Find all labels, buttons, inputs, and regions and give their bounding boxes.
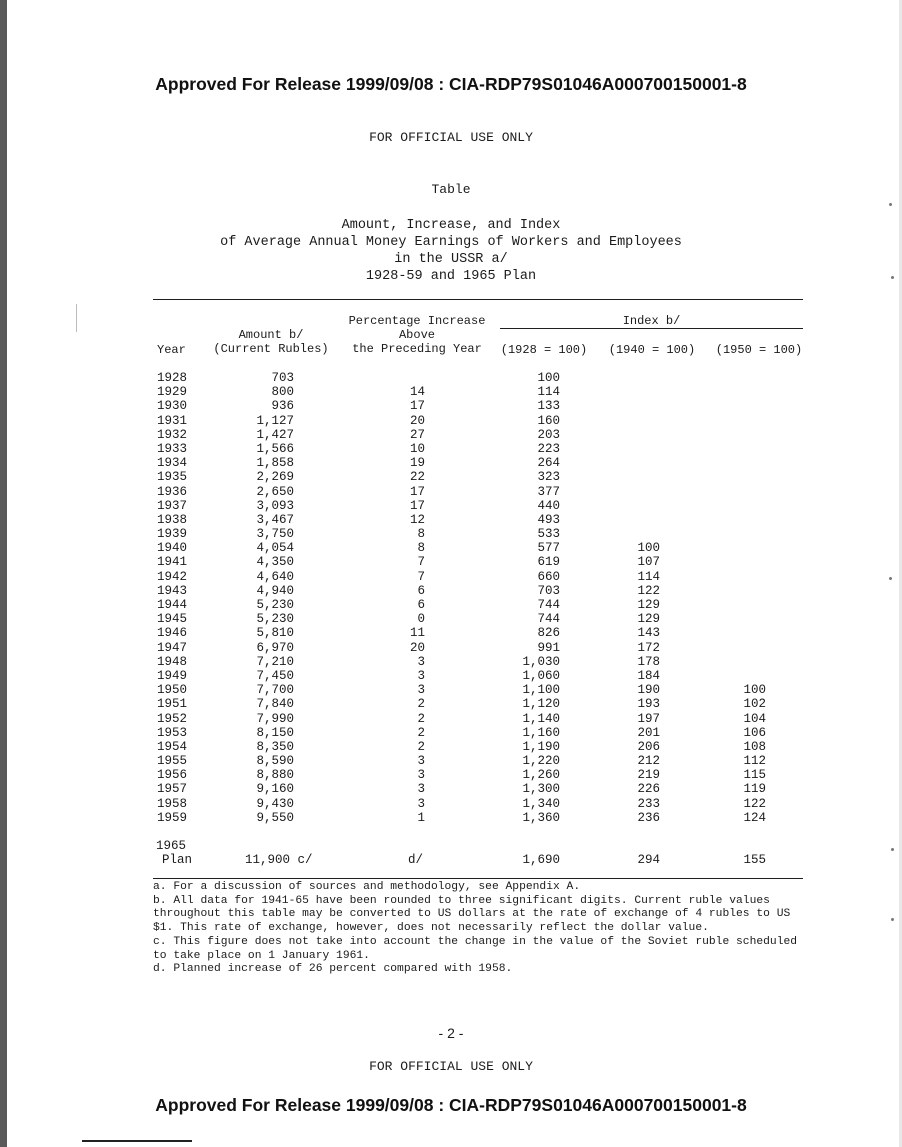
cell: 1950 (157, 683, 188, 698)
cell: 2,650 (256, 484, 294, 499)
cell: 1932 (157, 427, 188, 442)
scan-left-edge (0, 0, 7, 1147)
cell (720, 456, 766, 470)
cell: 7,450 (256, 668, 294, 683)
cell: 193 (637, 697, 660, 712)
cell: 133 (537, 399, 560, 414)
header-amount-line: (Current Rubles) (213, 342, 329, 356)
cell: 3 (417, 654, 425, 669)
cell: 197 (637, 711, 660, 726)
cell: 219 (637, 768, 660, 783)
cell (720, 414, 766, 428)
cell: 7,700 (256, 683, 294, 698)
cell: 1,220 (522, 754, 560, 769)
cell: 100 (743, 683, 766, 698)
cell: 1,030 (522, 654, 560, 669)
cell: 184 (637, 668, 660, 683)
cell: 203 (537, 427, 560, 442)
cell: 1933 (157, 441, 188, 456)
cell (608, 414, 660, 428)
col-index-1950 (720, 371, 766, 825)
table-top-rule (153, 299, 803, 300)
footnote-b: b. All data for 1941-65 have been rounded to three significant digits. Current ruble values throughout this table may be converted to US dollars at the rate of exchange of 4 rubles to US $1. This rate of exchange, however, does not necessarily reflect the dollar value. (153, 894, 791, 935)
header-pct-line: the Preceding Year (352, 342, 482, 356)
cell: 201 (637, 725, 660, 740)
cell: 1,260 (522, 768, 560, 783)
cell: 17 (409, 484, 425, 499)
header-index-group: Index b/ (622, 314, 681, 328)
cell: 744 (537, 598, 560, 612)
cell: 114 (537, 385, 560, 400)
cell: 124 (743, 810, 766, 825)
cell: 1,060 (522, 668, 560, 683)
cell: 1,360 (522, 810, 560, 825)
page-number: - 2 - (438, 1025, 464, 1041)
cell: 4,054 (256, 541, 294, 556)
cell: 129 (637, 612, 660, 627)
cell: 106 (743, 725, 766, 740)
scan-mark (82, 1140, 192, 1142)
cell: 1,160 (522, 725, 560, 740)
cell: 2 (417, 711, 425, 726)
table-bottom-rule (153, 878, 803, 879)
header-amount-line: Amount b/ (238, 328, 304, 342)
cell: 8 (417, 527, 425, 542)
title-line: 1928-59 and 1965 Plan (365, 269, 537, 284)
cell: 3,750 (256, 527, 294, 542)
cell: 8,150 (256, 725, 294, 740)
cell (720, 527, 766, 541)
cell: 1928 (157, 371, 188, 385)
cell: 20 (409, 413, 425, 428)
cell: 19 (409, 456, 425, 471)
title-line: of Average Annual Money Earnings of Workers and Employees (220, 235, 682, 250)
col-year (157, 371, 187, 825)
header-index-1928: (1928 = 100) (500, 343, 588, 357)
cell: 172 (637, 640, 660, 655)
cell: 11 (409, 626, 425, 641)
cell: 1938 (157, 512, 188, 527)
cell: 1949 (157, 668, 188, 683)
cell: 703 (271, 371, 294, 385)
cell: 991 (537, 640, 560, 655)
cell: 377 (537, 484, 560, 499)
cell: 3 (417, 754, 425, 769)
cell: 1958 (157, 796, 188, 811)
cell: 1942 (157, 569, 188, 584)
cell: 7 (417, 555, 425, 570)
cell: 9,160 (256, 782, 294, 797)
cell (720, 442, 766, 456)
cell: 100 (537, 371, 560, 385)
cell: 1956 (157, 768, 188, 783)
cell: 1,858 (256, 456, 294, 471)
cell (608, 485, 660, 499)
cell (608, 470, 660, 484)
col-amount (214, 371, 294, 825)
plan-year-line: Plan (162, 853, 193, 868)
cell: 107 (637, 555, 660, 570)
cell (720, 513, 766, 527)
cell: 1952 (157, 711, 188, 726)
col-index-1928 (500, 371, 560, 825)
cell: 3,467 (256, 512, 294, 527)
header-amount (212, 328, 330, 356)
cell (720, 428, 766, 442)
cell: 119 (743, 782, 766, 797)
cell: 577 (537, 541, 560, 556)
cell: 8,880 (256, 768, 294, 783)
plan-amount: 11,900 c/ (245, 853, 313, 867)
cell: 1941 (157, 555, 188, 570)
cell: 102 (743, 697, 766, 712)
cell: 129 (637, 598, 660, 612)
cell: 233 (637, 796, 660, 811)
cell: 533 (537, 527, 560, 542)
plan-pct: d/ (408, 853, 424, 867)
header-index-1950: (1950 = 100) (715, 343, 803, 357)
cell: 264 (537, 456, 560, 471)
cell (608, 371, 660, 385)
cell: 1951 (157, 697, 188, 712)
cell: 5,230 (256, 598, 294, 612)
cell: 1,340 (522, 796, 560, 811)
cell (385, 371, 425, 385)
cell: 7 (417, 569, 425, 584)
cell: 1,300 (522, 782, 560, 797)
cell: 22 (409, 470, 425, 485)
cell: 104 (743, 711, 766, 726)
cell: 1934 (157, 456, 188, 471)
cell: 226 (637, 782, 660, 797)
cell: 3 (417, 768, 425, 783)
classification-bottom: FOR OFFICIAL USE ONLY (369, 1059, 533, 1074)
cell: 619 (537, 555, 560, 570)
cell: 1,120 (522, 697, 560, 712)
cell: 8,350 (256, 739, 294, 754)
cell: 1,127 (256, 413, 294, 428)
cell: 20 (409, 640, 425, 655)
header-pct-line: Percentage Increase (348, 314, 486, 328)
cell: 440 (537, 498, 560, 513)
scan-speck (891, 918, 894, 921)
cell: 143 (637, 626, 660, 641)
cell: 190 (637, 683, 660, 698)
cell: 112 (743, 754, 766, 769)
cell: 1936 (157, 484, 188, 499)
cell: 2 (417, 697, 425, 712)
cell: 1 (417, 810, 425, 825)
cell (720, 541, 766, 555)
cell (720, 655, 766, 669)
cell: 1,566 (256, 441, 294, 456)
cell (720, 570, 766, 584)
cell: 1,140 (522, 711, 560, 726)
scan-speck (889, 577, 892, 580)
cell: 5,230 (256, 612, 294, 627)
release-header: Approved For Release 1999/09/08 : CIA-RDP79S01046A000700150001-8 (155, 74, 747, 94)
cell (608, 385, 660, 399)
cell: 3 (417, 782, 425, 797)
title-line: Amount, Increase, and Index (341, 218, 561, 233)
cell: 1,100 (522, 683, 560, 698)
cell: 160 (537, 413, 560, 428)
table-label: Table (431, 182, 471, 197)
cell: 1946 (157, 626, 188, 641)
cell (720, 385, 766, 399)
cell: 115 (743, 768, 766, 783)
scan-speck (889, 203, 892, 206)
cell: 212 (637, 754, 660, 769)
cell: 1935 (157, 470, 188, 485)
cell (720, 371, 766, 385)
cell: 4,640 (256, 569, 294, 584)
cell (608, 428, 660, 442)
cell: 6 (417, 583, 425, 598)
cell: 17 (409, 498, 425, 513)
cell: 800 (271, 385, 294, 400)
cell: 323 (537, 470, 560, 485)
cell: 122 (743, 796, 766, 811)
cell: 27 (409, 427, 425, 442)
cell (608, 527, 660, 541)
cell: 1953 (157, 725, 188, 740)
cell: 1940 (157, 541, 188, 556)
cell: 1937 (157, 498, 188, 513)
col-index-1940 (608, 371, 660, 825)
cell (608, 399, 660, 413)
footnote-d: d. Planned increase of 26 percent compared with 1958. (153, 963, 513, 976)
cell: 660 (537, 569, 560, 584)
cell: 1959 (157, 810, 188, 825)
index-group-rule (500, 328, 803, 329)
col-pct (385, 371, 425, 825)
cell: 1948 (157, 654, 188, 669)
cell: 826 (537, 626, 560, 641)
cell: 1929 (157, 385, 188, 400)
cell: 17 (409, 399, 425, 414)
header-pct (347, 314, 487, 356)
cell: 4,350 (256, 555, 294, 570)
classification-top: FOR OFFICIAL USE ONLY (369, 130, 533, 145)
plan-year-line: 1965 (156, 839, 187, 853)
footnote-a: a. For a discussion of sources and methodology, see Appendix A. (153, 881, 581, 893)
cell: 744 (537, 612, 560, 627)
cell (720, 584, 766, 598)
plan-index-1940: 294 (637, 853, 660, 867)
release-footer: Approved For Release 1999/09/08 : CIA-RDP79S01046A000700150001-8 (155, 1095, 747, 1115)
cell: 1931 (157, 413, 188, 428)
cell: 8 (417, 541, 425, 556)
cell: 2 (417, 725, 425, 740)
cell: 108 (743, 739, 766, 754)
cell: 6 (417, 598, 425, 612)
cell (720, 555, 766, 569)
cell (720, 612, 766, 626)
cell: 114 (637, 569, 660, 584)
cell: 2 (417, 739, 425, 754)
cell: 493 (537, 512, 560, 527)
cell: 7,210 (256, 654, 294, 669)
table-title (0, 217, 902, 285)
cell: 1944 (157, 598, 188, 612)
cell: 703 (537, 583, 560, 598)
cell (720, 470, 766, 484)
cell (720, 626, 766, 640)
cell (720, 598, 766, 612)
cell: 936 (271, 399, 294, 414)
cell: 4,940 (256, 583, 294, 598)
cell: 223 (537, 441, 560, 456)
cell: 12 (409, 512, 425, 527)
cell: 236 (637, 810, 660, 825)
plan-year (156, 839, 192, 867)
cell: 0 (417, 612, 425, 627)
cell (608, 442, 660, 456)
cell (608, 499, 660, 513)
cell (720, 485, 766, 499)
cell: 1930 (157, 399, 188, 414)
cell: 6,970 (256, 640, 294, 655)
cell: 8,590 (256, 754, 294, 769)
cell: 100 (637, 541, 660, 556)
cell: 1945 (157, 612, 188, 627)
cell: 1,427 (256, 427, 294, 442)
cell (720, 669, 766, 683)
header-index-1940: (1940 = 100) (608, 343, 696, 357)
cell: 1,190 (522, 739, 560, 754)
scan-speck (891, 848, 894, 851)
header-pct-line: Above (398, 328, 435, 342)
title-line: in the USSR a/ (394, 252, 508, 267)
cell (720, 641, 766, 655)
cell: 3,093 (256, 498, 294, 513)
plan-index-1950: 155 (743, 853, 766, 867)
cell: 206 (637, 739, 660, 754)
footnote-c: c. This figure does not take into account the change in the value of the Soviet ruble scheduled to take place on 1 January 1961. (153, 935, 798, 962)
cell: 1943 (157, 583, 188, 598)
cell: 1955 (157, 754, 188, 769)
cell: 3 (417, 683, 425, 698)
cell: 3 (417, 796, 425, 811)
cell (608, 513, 660, 527)
scan-mark (76, 304, 77, 332)
footnotes (153, 881, 803, 977)
cell: 122 (637, 583, 660, 598)
cell: 1947 (157, 640, 188, 655)
cell: 7,840 (256, 697, 294, 712)
cell: 1939 (157, 527, 188, 542)
cell (720, 399, 766, 413)
cell (720, 499, 766, 513)
header-year: Year (157, 343, 186, 357)
cell: 5,810 (256, 626, 294, 641)
cell (608, 456, 660, 470)
plan-index-1928: 1,690 (522, 853, 560, 867)
cell: 3 (417, 668, 425, 683)
cell: 178 (637, 654, 660, 669)
cell: 9,430 (256, 796, 294, 811)
cell: 1954 (157, 739, 188, 754)
cell: 1957 (157, 782, 188, 797)
cell: 9,550 (256, 810, 294, 825)
cell: 2,269 (256, 470, 294, 485)
cell: 14 (409, 385, 425, 400)
cell: 10 (409, 441, 425, 456)
cell: 7,990 (256, 711, 294, 726)
